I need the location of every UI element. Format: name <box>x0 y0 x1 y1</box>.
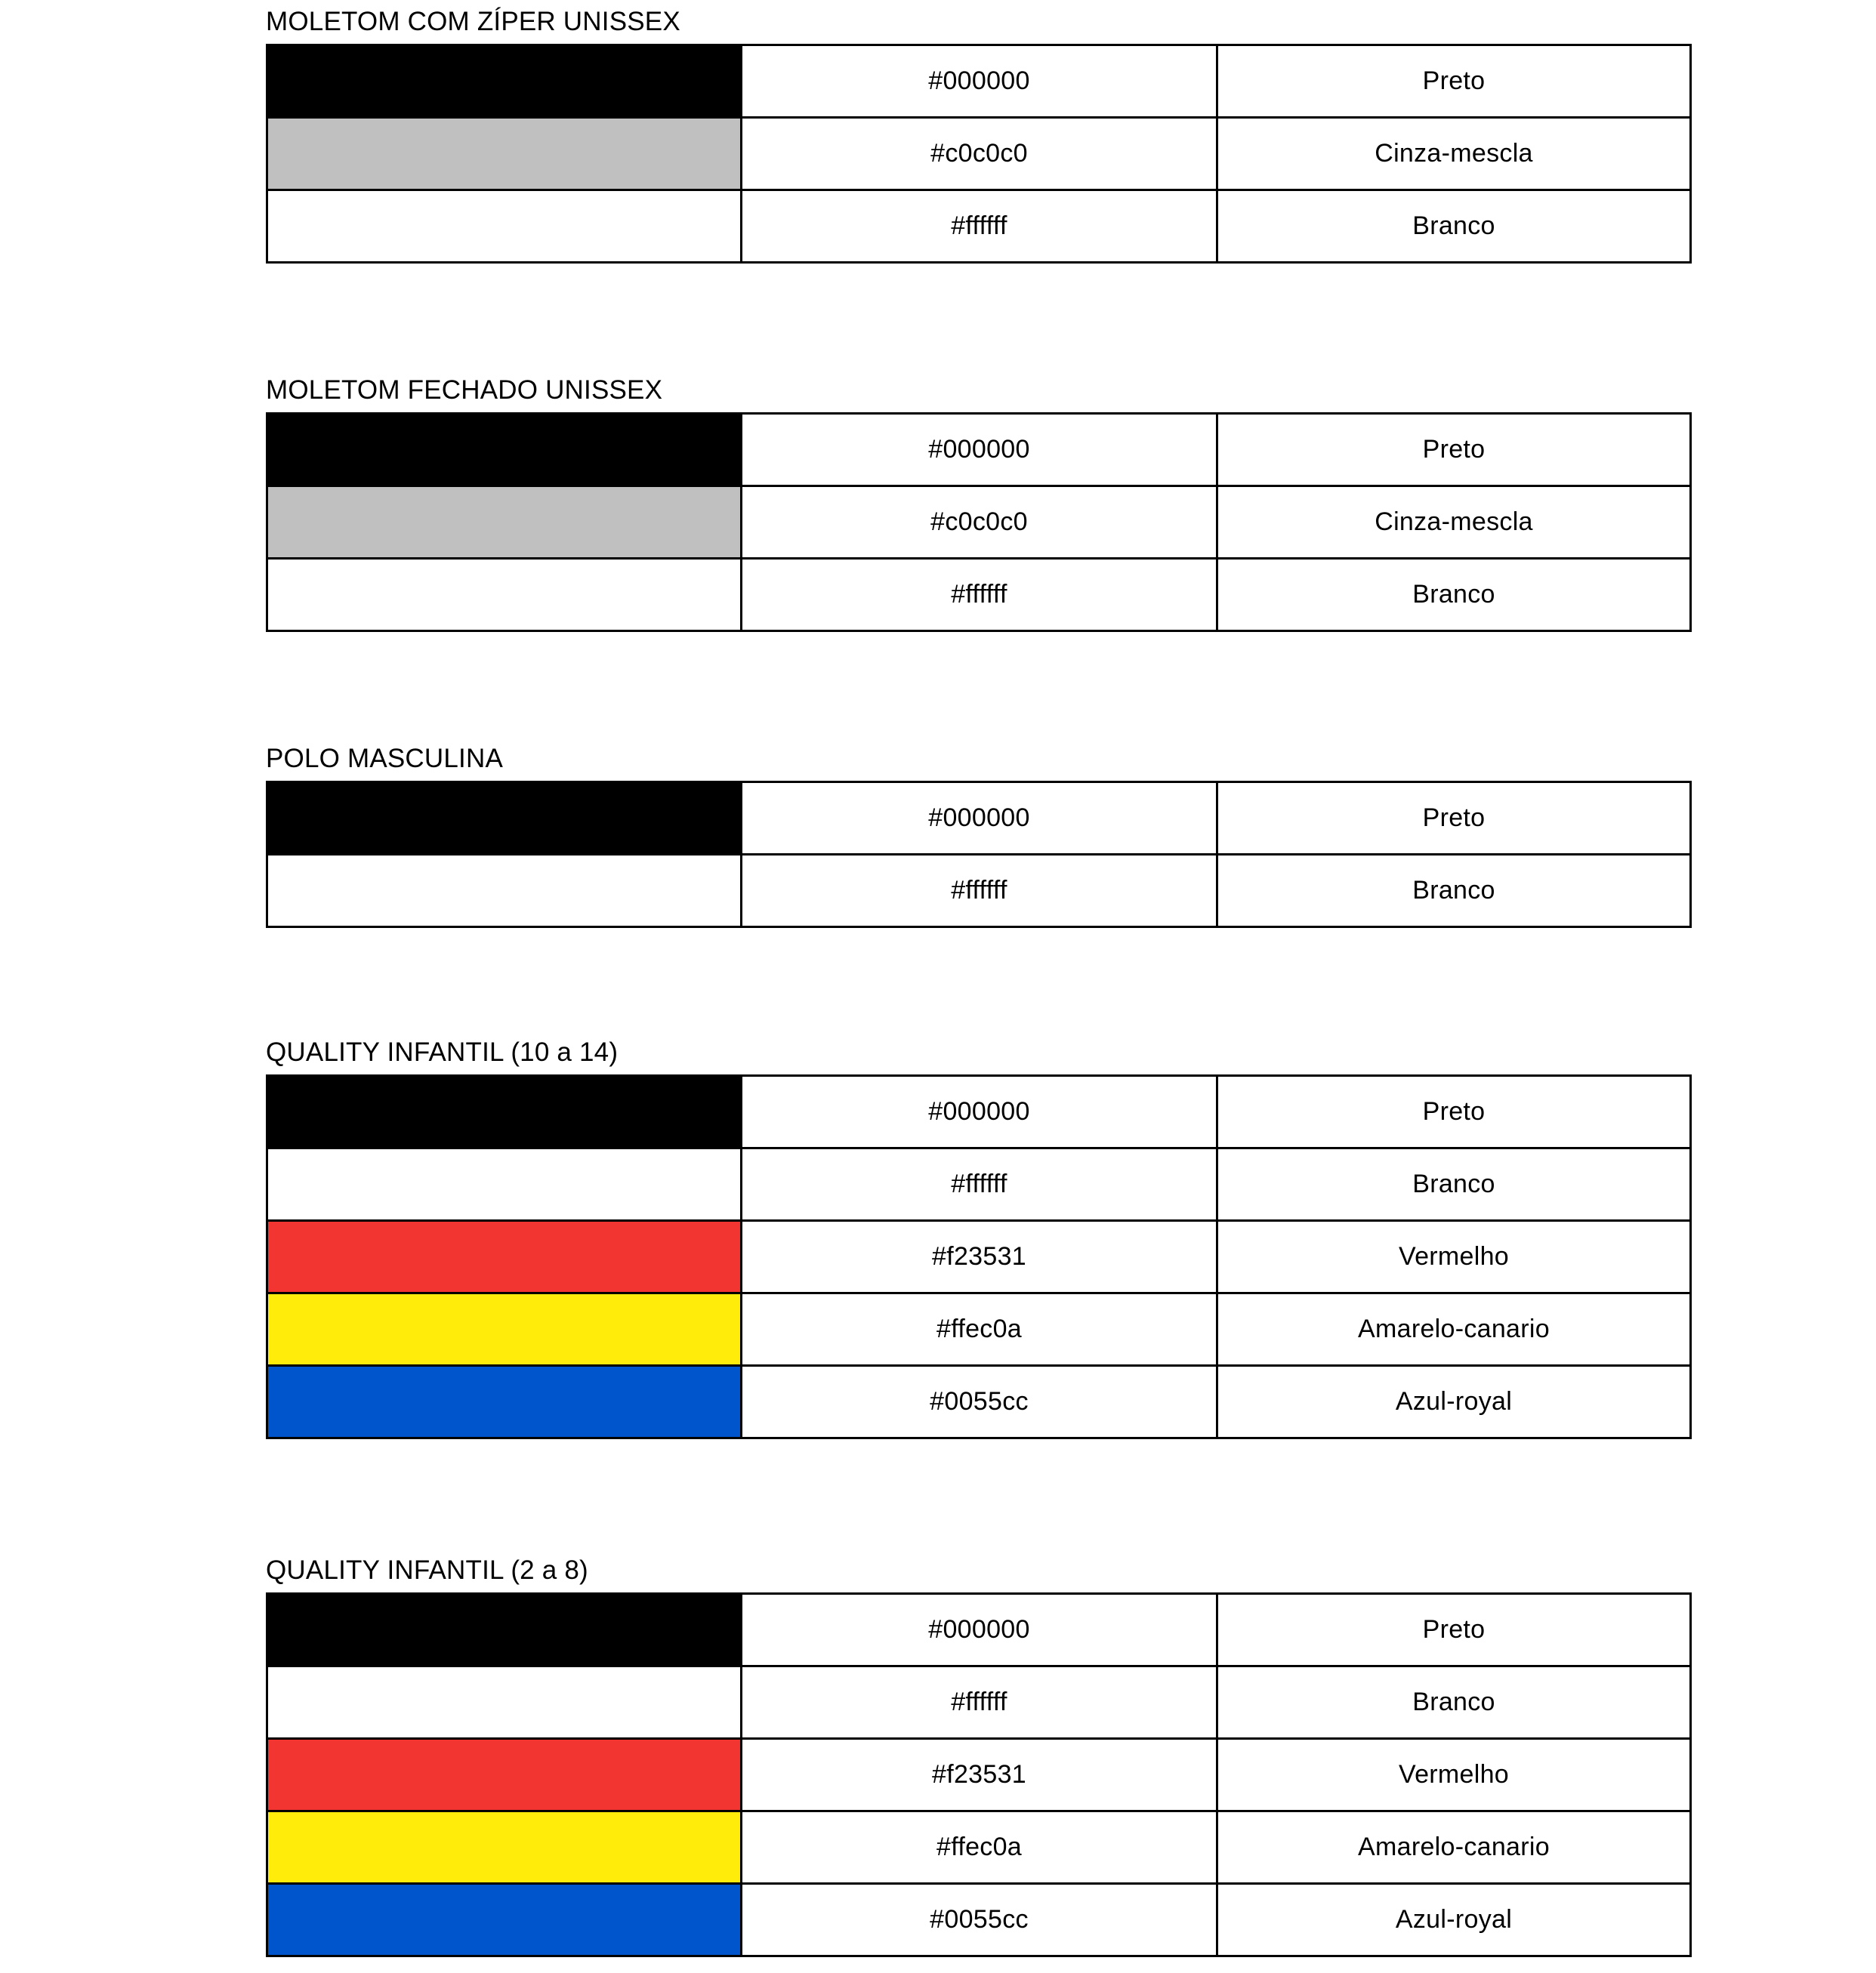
hex-code-cell: #ffffff <box>742 1666 1217 1739</box>
color-name-cell: Vermelho <box>1217 1221 1691 1293</box>
color-name-cell: Amarelo-canario <box>1217 1811 1691 1884</box>
color-swatch-cell <box>267 1811 742 1884</box>
color-swatch-cell <box>267 190 742 263</box>
color-name-cell: Branco <box>1217 190 1691 263</box>
hex-code-cell: #f23531 <box>742 1739 1217 1811</box>
color-swatch-cell <box>267 486 742 559</box>
color-swatch <box>268 1740 740 1810</box>
color-swatch <box>268 1595 740 1665</box>
hex-code-cell: #000000 <box>742 414 1217 486</box>
hex-code-cell: #c0c0c0 <box>742 118 1217 190</box>
color-name-cell: Branco <box>1217 855 1691 927</box>
color-swatch-cell <box>267 414 742 486</box>
table-row <box>267 1666 1691 1739</box>
product-color-section <box>266 1037 1689 1439</box>
table-row <box>267 118 1691 190</box>
table-row <box>267 414 1691 486</box>
color-swatch <box>268 1885 740 1955</box>
color-swatch <box>268 46 740 116</box>
section-title: QUALITY INFANTIL (10 a 14) <box>266 1037 619 1067</box>
color-swatch <box>268 1149 740 1219</box>
color-name-cell: Branco <box>1217 559 1691 631</box>
color-swatch-cell <box>267 45 742 118</box>
section-title: QUALITY INFANTIL (2 a 8) <box>266 1555 588 1585</box>
table-row <box>267 1366 1691 1438</box>
color-swatch <box>268 1294 740 1364</box>
color-swatch <box>268 415 740 485</box>
hex-code-cell: #ffffff <box>742 855 1217 927</box>
color-swatch-cell <box>267 1148 742 1221</box>
hex-code-cell: #ffffff <box>742 1148 1217 1221</box>
color-table <box>266 781 1692 928</box>
hex-code-cell: #ffffff <box>742 190 1217 263</box>
color-name-cell: Preto <box>1217 1076 1691 1148</box>
hex-code-cell: #c0c0c0 <box>742 486 1217 559</box>
color-swatch-cell <box>267 1594 742 1666</box>
color-name-cell: Branco <box>1217 1666 1691 1739</box>
hex-code-cell: #ffec0a <box>742 1293 1217 1366</box>
color-name-cell: Azul-royal <box>1217 1884 1691 1956</box>
color-table <box>266 412 1692 632</box>
table-row <box>267 1148 1691 1221</box>
table-row <box>267 486 1691 559</box>
color-swatch-cell <box>267 1884 742 1956</box>
color-name-cell: Branco <box>1217 1148 1691 1221</box>
color-swatch <box>268 1077 740 1147</box>
section-title: MOLETOM COM ZÍPER UNISSEX <box>266 7 680 36</box>
color-swatch-cell <box>267 782 742 855</box>
color-swatch <box>268 487 740 557</box>
table-row <box>267 855 1691 927</box>
table-row <box>267 45 1691 118</box>
color-table <box>266 1592 1692 1957</box>
color-swatch <box>268 119 740 189</box>
color-swatch-cell <box>267 1293 742 1366</box>
color-swatch <box>268 1812 740 1882</box>
color-swatch-cell <box>267 1221 742 1293</box>
hex-code-cell: #0055cc <box>742 1366 1217 1438</box>
color-name-cell: Cinza-mescla <box>1217 486 1691 559</box>
table-row <box>267 190 1691 263</box>
product-color-section <box>266 743 1689 928</box>
table-row <box>267 1739 1691 1811</box>
color-swatch-cell <box>267 1076 742 1148</box>
color-name-cell: Amarelo-canario <box>1217 1293 1691 1366</box>
color-swatch <box>268 560 740 630</box>
color-name-cell: Azul-royal <box>1217 1366 1691 1438</box>
table-row <box>267 1293 1691 1366</box>
color-swatch-cell <box>267 1666 742 1739</box>
color-name-cell: Preto <box>1217 414 1691 486</box>
table-row <box>267 1811 1691 1884</box>
hex-code-cell: #ffec0a <box>742 1811 1217 1884</box>
hex-code-cell: #000000 <box>742 1076 1217 1148</box>
color-swatch <box>268 1667 740 1737</box>
hex-code-cell: #ffffff <box>742 559 1217 631</box>
color-swatch <box>268 855 740 926</box>
color-swatch-cell <box>267 1739 742 1811</box>
section-title: POLO MASCULINA <box>266 744 503 773</box>
section-title: MOLETOM FECHADO UNISSEX <box>266 375 663 405</box>
color-name-cell: Preto <box>1217 45 1691 118</box>
color-swatch <box>268 1222 740 1292</box>
hex-code-cell: #000000 <box>742 782 1217 855</box>
color-swatch <box>268 1367 740 1437</box>
color-name-cell: Vermelho <box>1217 1739 1691 1811</box>
product-color-section <box>266 6 1689 264</box>
table-row <box>267 559 1691 631</box>
color-name-cell: Preto <box>1217 1594 1691 1666</box>
table-row <box>267 782 1691 855</box>
product-color-section <box>266 1555 1689 1957</box>
table-row <box>267 1594 1691 1666</box>
color-swatch-cell <box>267 118 742 190</box>
color-swatch <box>268 783 740 853</box>
color-name-cell: Cinza-mescla <box>1217 118 1691 190</box>
color-swatch <box>268 191 740 261</box>
color-swatch-cell <box>267 559 742 631</box>
product-color-section <box>266 375 1689 632</box>
table-row <box>267 1884 1691 1956</box>
color-name-cell: Preto <box>1217 782 1691 855</box>
hex-code-cell: #000000 <box>742 1594 1217 1666</box>
color-swatch-cell <box>267 855 742 927</box>
hex-code-cell: #f23531 <box>742 1221 1217 1293</box>
table-row <box>267 1076 1691 1148</box>
color-table <box>266 1074 1692 1439</box>
color-swatch-cell <box>267 1366 742 1438</box>
hex-code-cell: #000000 <box>742 45 1217 118</box>
hex-code-cell: #0055cc <box>742 1884 1217 1956</box>
table-row <box>267 1221 1691 1293</box>
color-table <box>266 44 1692 264</box>
